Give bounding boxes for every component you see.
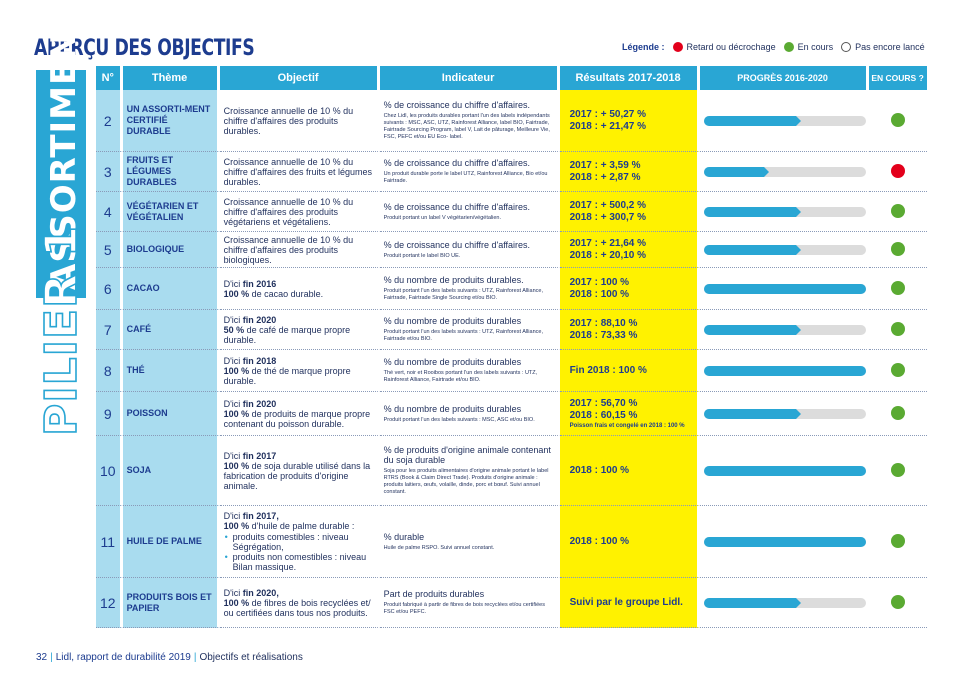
progress-bar <box>704 116 866 126</box>
header-theme: Thème <box>123 66 220 90</box>
row-theme: THÉ <box>123 350 220 392</box>
progress-bar <box>704 325 866 335</box>
objective-target: 100 % <box>223 365 250 376</box>
row-theme: VÉGÉTARIEN ET VÉGÉTALIEN <box>123 192 220 232</box>
row-progress <box>700 310 869 350</box>
row-indicator <box>380 578 560 628</box>
row-indicator <box>380 392 560 436</box>
table-row <box>96 392 927 436</box>
table-row <box>96 268 927 310</box>
indicator-detail: Produit portant l'un des labels suivants : MSC, ASC et/ou BIO. <box>383 416 535 423</box>
progress-bar <box>704 537 866 547</box>
header-results: Résultats 2017-2018 <box>560 66 700 90</box>
objectives-table <box>96 66 927 628</box>
status-dot-icon <box>891 463 905 477</box>
objective-bullets <box>224 532 373 572</box>
header-objective: Objectif <box>220 66 380 90</box>
objective-text: Croissance annuelle de 10 % du chiffre d'affaires des produits végétariens et végétaliens. <box>223 196 354 227</box>
row-indicator <box>380 152 560 192</box>
objective-target: 100 % <box>223 460 250 471</box>
row-progress <box>700 232 869 268</box>
result-line-1: 2017 : 100 % <box>569 276 630 288</box>
objective-rest: de thé de marque propre durable. <box>223 365 351 386</box>
table-row <box>96 350 927 392</box>
progress-fill <box>704 537 866 547</box>
row-objective <box>220 436 380 506</box>
indicator-detail: Produit portant le label BIO UE. <box>383 252 461 259</box>
objective-target: 100 % <box>223 408 250 419</box>
legend-item-empty <box>841 42 925 52</box>
indicator-detail: Thé vert, noir et Rooibos portant l'un des labels suivants : UTZ, Rainforest Alliance, Fairtrade et/ou BIO. <box>383 370 538 383</box>
objective-deadline: fin 2017 <box>242 450 277 461</box>
row-indicator <box>380 268 560 310</box>
legend-item-red <box>673 42 776 52</box>
row-objective <box>220 578 380 628</box>
indicator-heading: % du nombre de produits durables <box>383 403 522 414</box>
objective-deadline: fin 2020, <box>242 587 279 598</box>
row-status <box>869 578 927 628</box>
objective-prefix: D'ici <box>223 398 243 409</box>
objective-deadline: fin 2016 <box>242 278 277 289</box>
table-row <box>96 310 927 350</box>
objective-bullet: • produits non comestibles : niveau Bilan massique. <box>224 552 373 572</box>
result-line-1: 2017 : 88,10 % <box>569 317 638 329</box>
objective-text: Croissance annuelle de 10 % du chiffre d'affaires des produits biologiques. <box>223 234 354 265</box>
progress-bar <box>704 167 866 177</box>
status-dot-icon <box>891 534 905 548</box>
row-progress <box>700 192 869 232</box>
pillar-name: ASSORTIMENT <box>44 7 84 290</box>
progress-fill <box>704 116 796 126</box>
objective-rest: d'huile de palme durable : <box>249 520 355 531</box>
row-results <box>560 350 700 392</box>
indicator-heading: % du nombre de produits durables <box>383 357 522 367</box>
footer: 32 | Lidl, rapport de durabilité 2019 | Objectifs et réalisations <box>36 652 303 663</box>
indicator-heading: % du nombre de produits durables. <box>383 275 524 285</box>
row-theme: HUILE DE PALME <box>123 506 220 578</box>
row-results <box>560 436 700 506</box>
row-theme: SOJA <box>123 436 220 506</box>
result-line-2: 2018 : + 20,10 % <box>569 249 647 261</box>
row-theme: CAFÉ <box>123 310 220 350</box>
progress-bar <box>704 466 866 476</box>
progress-bar <box>704 207 866 217</box>
progress-fill <box>704 325 796 335</box>
row-number: 12 <box>96 578 123 628</box>
table-row <box>96 506 927 578</box>
row-objective <box>220 152 380 192</box>
status-dot-icon <box>891 595 905 609</box>
row-objective <box>220 232 380 268</box>
status-dot-icon <box>891 363 905 377</box>
legend-label: Légende : <box>622 42 665 52</box>
indicator-detail: Chez Lidl, les produits durables portant l'un des labels indépendants suivants : MSC, ASC, UTZ, Rainforest Alliance, label BIO, Fairtrade, Fairtrade Sourcing Program, label V, Lait de pâturage, Meilleure Vie, FSC, PEFC et/ou EU Eco- label. <box>383 113 550 140</box>
row-number: 7 <box>96 310 123 350</box>
row-progress <box>700 436 869 506</box>
row-results <box>560 90 700 152</box>
progress-bar <box>704 245 866 255</box>
legend-item-label: Pas encore lancé <box>855 42 925 52</box>
indicator-detail: Produit portant l'un des labels suivants : UTZ, Rainforest Alliance, Fairtrade, Fairtrade Single Sourcing et/ou BIO. <box>383 288 543 301</box>
objective-deadline: fin 2020 <box>242 314 277 325</box>
row-status <box>869 90 927 152</box>
row-number: 10 <box>96 436 123 506</box>
row-results <box>560 268 700 310</box>
header-status: EN COURS ? <box>869 66 927 90</box>
legend-item-green <box>784 42 834 52</box>
row-results <box>560 578 700 628</box>
legend <box>622 42 925 52</box>
row-number: 9 <box>96 392 123 436</box>
row-status <box>869 192 927 232</box>
table-header-row <box>96 66 927 90</box>
table-row <box>96 578 927 628</box>
row-number: 5 <box>96 232 123 268</box>
objective-prefix: D'ici <box>223 450 243 461</box>
row-objective <box>220 268 380 310</box>
indicator-heading: % durable <box>383 531 425 542</box>
row-number: 4 <box>96 192 123 232</box>
row-indicator <box>380 350 560 392</box>
row-number: 8 <box>96 350 123 392</box>
row-progress <box>700 506 869 578</box>
row-status <box>869 436 927 506</box>
row-number: 3 <box>96 152 123 192</box>
objective-target: 100 % <box>223 520 250 531</box>
row-theme: BIOLOGIQUE <box>123 232 220 268</box>
row-status <box>869 310 927 350</box>
header-num: N° <box>96 66 123 90</box>
status-dot-icon <box>891 406 905 420</box>
table-row <box>96 152 927 192</box>
row-objective <box>220 392 380 436</box>
objective-prefix: D'ici <box>223 355 243 366</box>
status-dot-icon <box>891 281 905 295</box>
page-title: APERÇU DES OBJECTIFS <box>34 36 255 61</box>
row-indicator <box>380 192 560 232</box>
result-line-2: 2018 : 60,15 % <box>569 409 638 421</box>
result-line-1: 2018 : 100 % <box>569 535 630 547</box>
row-theme: FRUITS ET LÉGUMES DURABLES <box>123 152 220 192</box>
status-dot-icon <box>891 242 905 256</box>
row-objective <box>220 506 380 578</box>
objective-rest: de produits de marque propre contenant du poisson durable. <box>223 408 371 429</box>
row-progress <box>700 268 869 310</box>
objective-target: 100 % <box>223 597 250 608</box>
indicator-detail: Un produit durable porte le label UTZ, Rainforest Alliance, Bio et/ou Fairtrade. <box>383 171 548 184</box>
row-status <box>869 152 927 192</box>
row-theme: UN ASSORTI-MENT CERTIFIÉ DURABLE <box>123 90 220 152</box>
objective-prefix: D'ici <box>223 278 243 289</box>
progress-fill <box>704 207 796 217</box>
indicator-detail: Produit fabriqué à partir de fibres de bois recyclées et/ou certifiées FSC et/ou PEFC. <box>383 602 545 615</box>
objective-bullet: • produits comestibles : niveau Ségrégation, <box>224 532 373 552</box>
table-row <box>96 90 927 152</box>
objective-target: 100 % <box>223 288 250 299</box>
status-dot-icon <box>891 164 905 178</box>
row-number: 2 <box>96 90 123 152</box>
result-line-2: 2018 : 73,33 % <box>569 329 638 341</box>
green-dot-icon <box>784 42 794 52</box>
row-results <box>560 392 700 436</box>
legend-item-label: En cours <box>797 42 834 52</box>
indicator-heading: % du nombre de produits durables <box>383 316 522 326</box>
row-status <box>869 392 927 436</box>
indicator-detail: Produit portant l'un des labels suivants : UTZ, Rainforest Alliance, Fairtrade et/ou BIO. <box>383 329 543 342</box>
row-number: 11 <box>96 506 123 578</box>
row-results <box>560 506 700 578</box>
row-status <box>869 268 927 310</box>
row-objective <box>220 350 380 392</box>
indicator-heading: % de croissance du chiffre d'affaires. <box>383 158 531 168</box>
progress-fill <box>704 409 796 419</box>
row-progress <box>700 152 869 192</box>
row-progress <box>700 578 869 628</box>
progress-fill <box>704 366 866 376</box>
row-progress <box>700 392 869 436</box>
indicator-detail: Huile de palme RSPO. Suivi annuel constant. <box>383 544 495 551</box>
indicator-heading: % de croissance du chiffre d'affaires. <box>383 201 531 212</box>
row-results <box>560 310 700 350</box>
row-status <box>869 350 927 392</box>
objective-rest: de fibres de bois recyclées et/ ou certifiées dans tous nos produits. <box>223 597 371 618</box>
objective-rest: de soja durable utilisé dans la fabrication de produits d'origine animale. <box>223 460 371 491</box>
objective-target: 50 % <box>223 324 245 335</box>
result-line-2: 2018 : + 300,7 % <box>569 211 647 223</box>
row-results <box>560 152 700 192</box>
red-dot-icon <box>673 42 683 52</box>
table-row <box>96 192 927 232</box>
row-indicator <box>380 506 560 578</box>
status-dot-icon <box>891 113 905 127</box>
status-dot-icon <box>891 322 905 336</box>
row-theme: PRODUITS BOIS ET PAPIER <box>123 578 220 628</box>
result-line-1: 2017 : + 3,59 % <box>569 159 641 171</box>
result-line-2: 2018 : + 2,87 % <box>569 171 641 183</box>
result-line-1: 2017 : + 21,64 % <box>569 237 647 249</box>
progress-bar <box>704 284 866 294</box>
objective-rest: de café de marque propre durable. <box>223 324 351 345</box>
indicator-heading: % de croissance du chiffre d'affaires. <box>383 239 531 250</box>
result-line-2: 2018 : 100 % <box>569 288 630 300</box>
objective-prefix: D'ici <box>223 587 243 598</box>
row-progress <box>700 350 869 392</box>
result-line-1: 2017 : + 50,27 % <box>569 108 647 120</box>
row-objective <box>220 310 380 350</box>
row-results <box>560 192 700 232</box>
objective-deadline: fin 2017, <box>242 510 279 521</box>
row-objective <box>220 192 380 232</box>
objective-text: Croissance annuelle de 10 % du chiffre d'affaires des produits durables. <box>223 105 354 136</box>
row-status <box>869 232 927 268</box>
row-indicator <box>380 436 560 506</box>
row-indicator <box>380 90 560 152</box>
row-progress <box>700 90 869 152</box>
indicator-heading: % de produits d'origine animale contenant du soja durable <box>383 445 551 465</box>
indicator-heading: % de croissance du chiffre d'affaires. <box>383 100 531 110</box>
row-number: 6 <box>96 268 123 310</box>
objective-prefix: D'ici <box>223 510 243 521</box>
objective-rest: de cacao durable. <box>249 288 324 299</box>
indicator-detail: Produit portant un label V végétarien/végétalien. <box>383 214 501 221</box>
objective-text: Croissance annuelle de 10 % du chiffre d'affaires des fruits et légumes durables. <box>223 156 373 187</box>
row-theme: CACAO <box>123 268 220 310</box>
result-note: Poisson frais et congelé en 2018 : 100 % <box>569 422 685 429</box>
row-results <box>560 232 700 268</box>
objective-prefix: D'ici <box>223 314 243 325</box>
header-progress: PROGRÈS 2016-2020 <box>700 66 869 90</box>
result-line-1: Suivi par le groupe Lidl. <box>569 596 683 608</box>
progress-bar <box>704 409 866 419</box>
row-objective <box>220 90 380 152</box>
indicator-detail: Soja pour les produits alimentaires d'origine animale portant le label RTRS (Book & Claim Direct Trade). Produits d'origine animale : produits laitiers, œufs, volaille, dinde, porc et bœuf. Suivi annuel constant. <box>383 468 549 495</box>
row-indicator <box>380 310 560 350</box>
legend-item-label: Retard ou décrochage <box>686 42 776 52</box>
row-indicator <box>380 232 560 268</box>
result-line-1: 2017 : 56,70 % <box>569 397 638 409</box>
progress-fill <box>704 466 866 476</box>
result-line-1: 2017 : + 500,2 % <box>569 199 647 211</box>
pillar-label: PILIER 1 <box>36 225 87 436</box>
progress-fill <box>704 284 866 294</box>
result-line-1: 2018 : 100 % <box>569 464 630 476</box>
progress-bar <box>704 366 866 376</box>
section-title: Objectifs et réalisations <box>199 652 303 663</box>
page-number: 32 <box>36 652 48 663</box>
table-row <box>96 436 927 506</box>
progress-fill <box>704 167 764 177</box>
report-title: Lidl, rapport de durabilité 2019 <box>55 652 191 663</box>
status-dot-icon <box>891 204 905 218</box>
progress-fill <box>704 598 796 608</box>
result-line-1: Fin 2018 : 100 % <box>569 364 647 376</box>
progress-bar <box>704 598 866 608</box>
progress-fill <box>704 245 796 255</box>
objective-deadline: fin 2018 <box>242 355 277 366</box>
header-indicator: Indicateur <box>380 66 560 90</box>
objective-deadline: fin 2020 <box>242 398 277 409</box>
result-line-2: 2018 : + 21,47 % <box>569 120 647 132</box>
empty-dot-icon <box>841 42 851 52</box>
indicator-heading: Part de produits durables <box>383 589 485 599</box>
row-theme: POISSON <box>123 392 220 436</box>
table-row <box>96 232 927 268</box>
row-status <box>869 506 927 578</box>
